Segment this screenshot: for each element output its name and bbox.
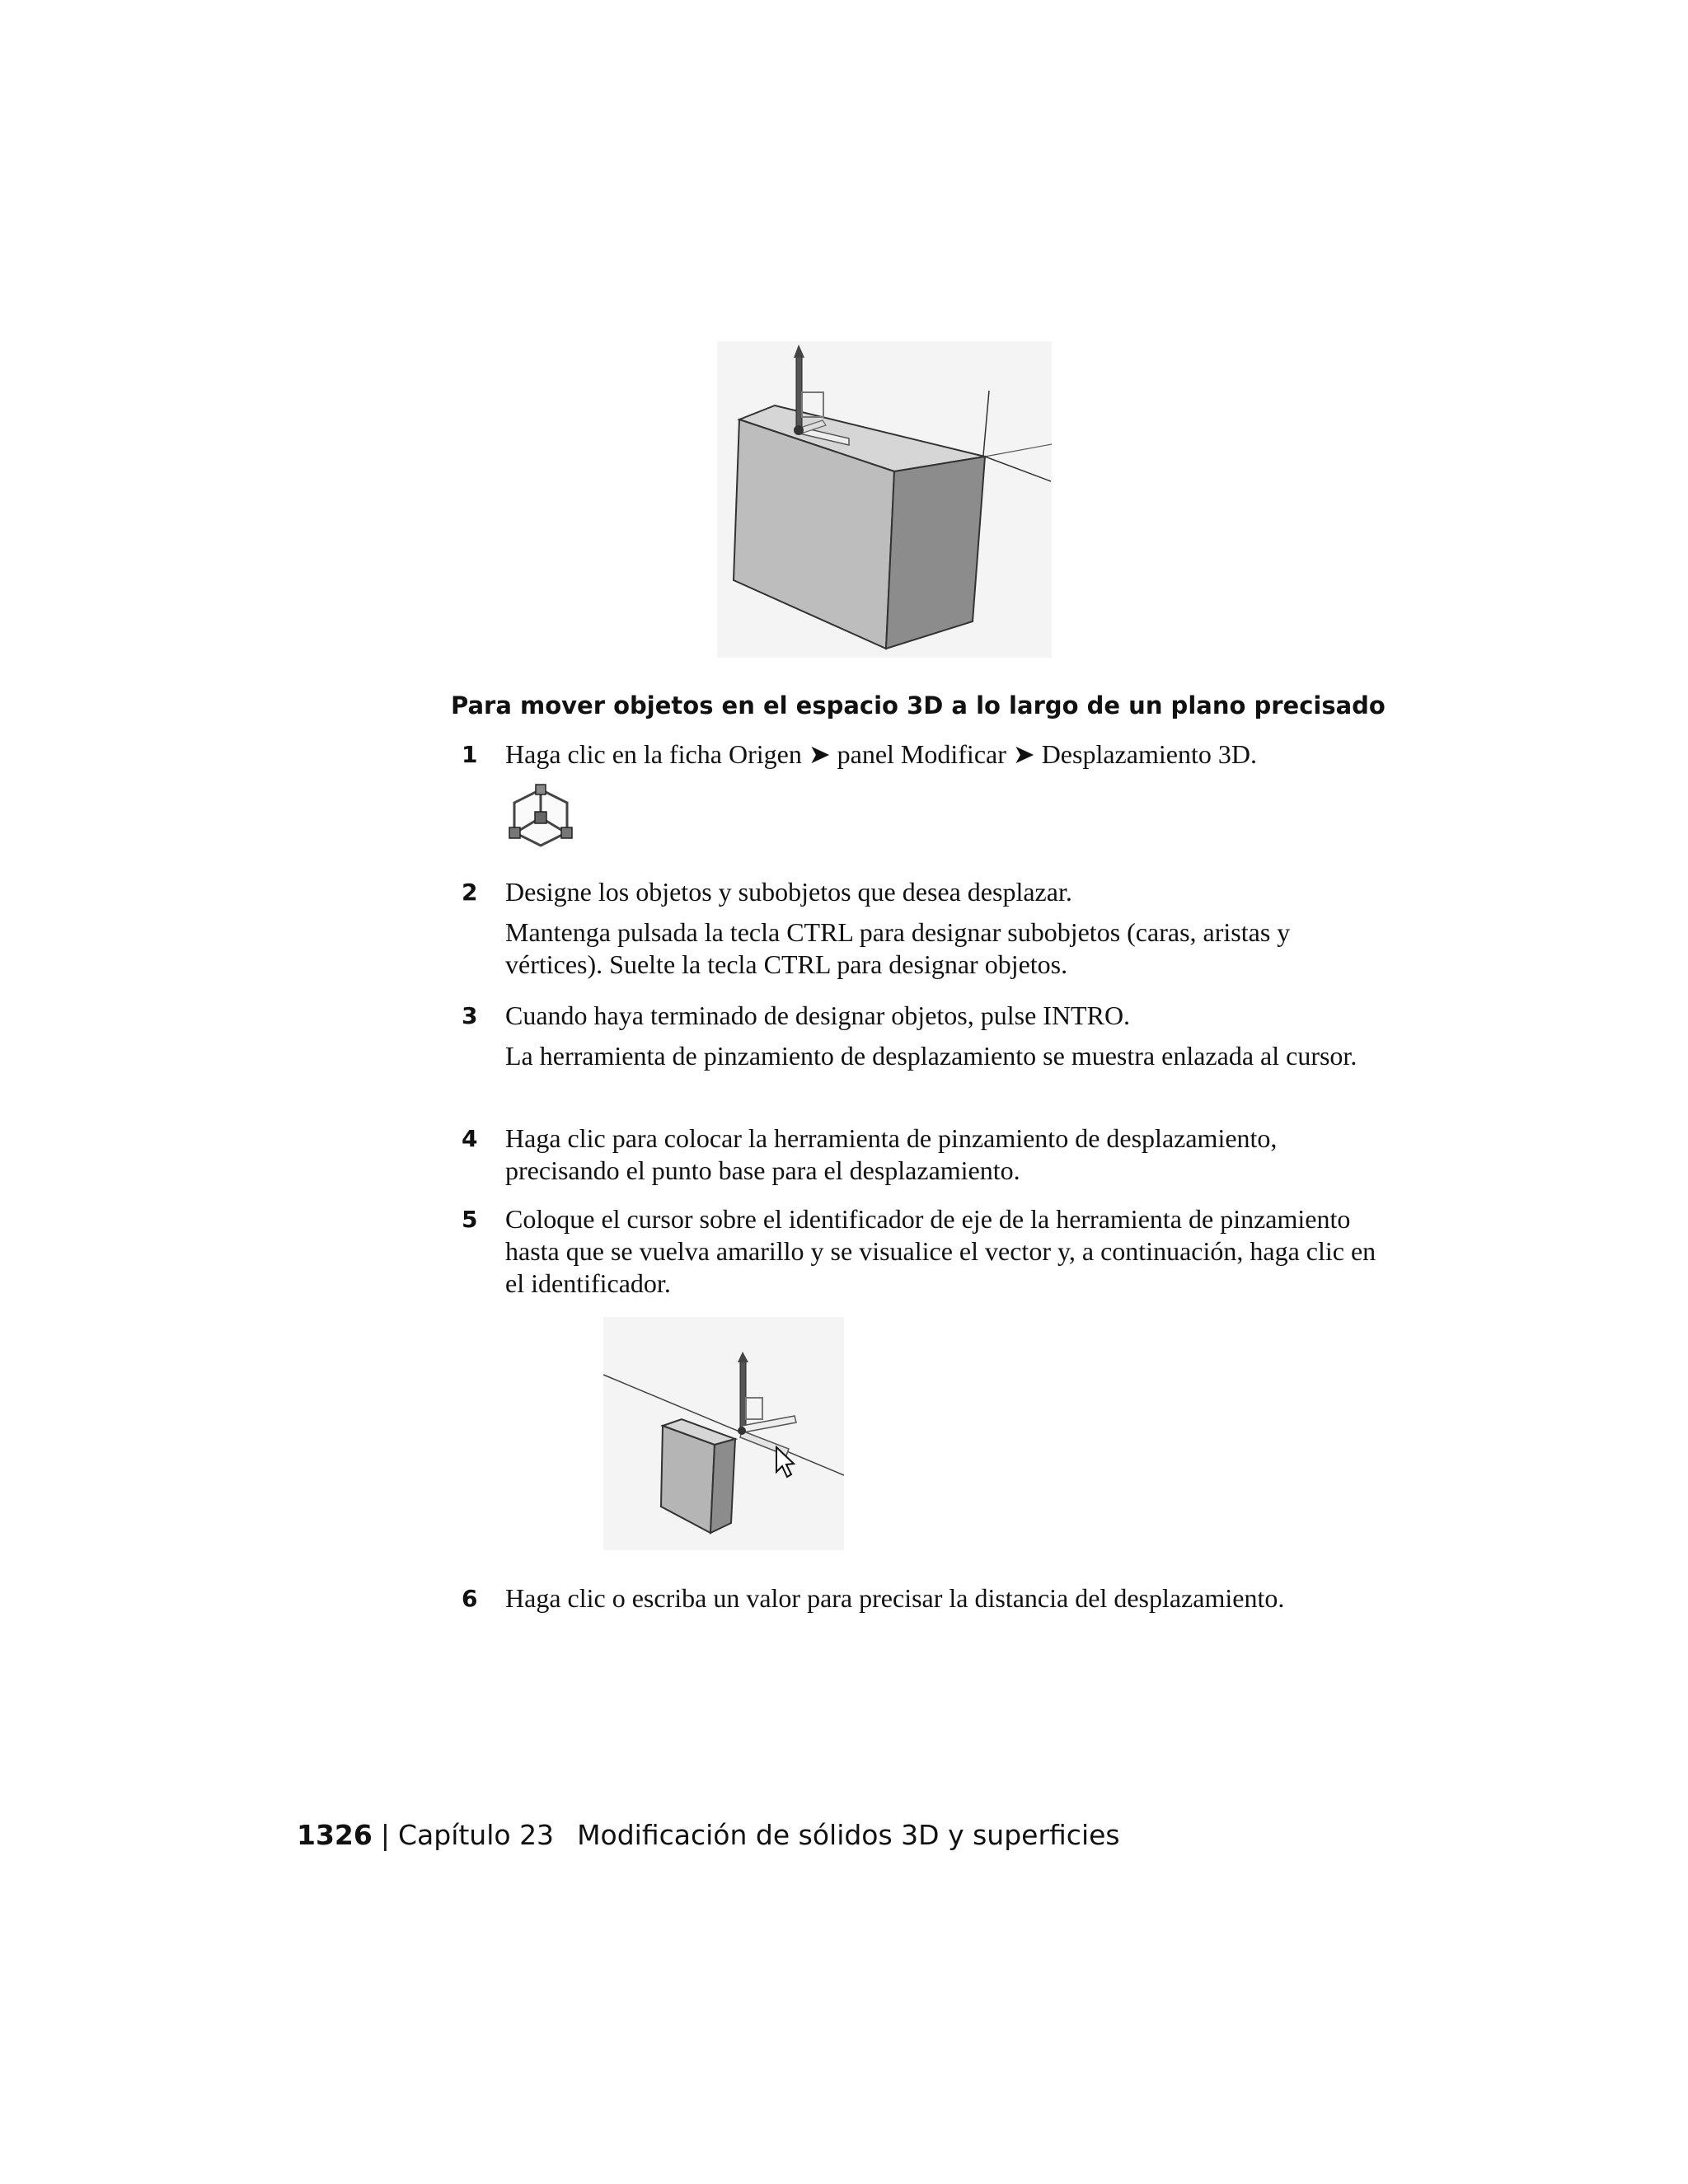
step-number: 5: [462, 1206, 478, 1233]
step-detail: Mantenga pulsada la tecla CTRL para designar subobjetos (caras, aristas y vértices). Suelte la tecla CTRL para designar objetos.: [505, 917, 1291, 979]
step-number: 1: [462, 741, 478, 768]
chapter-label: Capítulo 23: [397, 1819, 555, 1851]
step-text: Haga clic para colocar la herramienta de pinzamiento de desplazamiento, precisando el punto base para el desplazamiento.: [505, 1123, 1278, 1185]
section-heading: Para mover objetos en el espacio 3D a lo largo de un plano precisado: [451, 691, 1386, 719]
step-number: 2: [462, 879, 478, 906]
figure-box-axis-handle: [603, 1317, 844, 1550]
step-text: Coloque el cursor sobre el identificador de eje de la herramienta de pinzamiento hasta que se vuelva amarillo y se visualice el vector y, a continuación, haga clic en el identificador.: [505, 1204, 1376, 1298]
figure-box-move-gizmo: [717, 341, 1052, 658]
step-1: [462, 738, 1376, 771]
step-number: 4: [462, 1125, 478, 1152]
step-number: 6: [462, 1585, 478, 1612]
step-text: Haga clic en la ficha Origen ➤ panel Modificar ➤ Desplazamiento 3D.: [505, 739, 1257, 769]
step-text: Designe los objetos y subobjetos que desea desplazar.: [505, 877, 1072, 907]
step-3: [462, 1000, 1376, 1072]
step-detail: La herramienta de pinzamiento de desplazamiento se muestra enlazada al cursor.: [505, 1041, 1357, 1071]
box-axis-illustration: [603, 1317, 844, 1550]
box-illustration: [717, 341, 1052, 658]
page-number: 1326: [297, 1819, 373, 1851]
page-footer: [297, 1817, 1120, 1854]
step-number: 3: [462, 1002, 478, 1029]
step-5: [462, 1203, 1376, 1300]
footer-separator: |: [380, 1819, 390, 1851]
step-2: [462, 876, 1376, 981]
move-3d-icon: [506, 783, 575, 852]
step-6: [462, 1582, 1376, 1615]
step-4: [462, 1122, 1376, 1187]
chapter-title: Modificación de sólidos 3D y superficies: [577, 1819, 1120, 1851]
step-text: Cuando haya terminado de designar objetos, pulse INTRO.: [505, 1001, 1131, 1030]
step-text: Haga clic o escriba un valor para precisar la distancia del desplazamiento.: [505, 1583, 1285, 1613]
